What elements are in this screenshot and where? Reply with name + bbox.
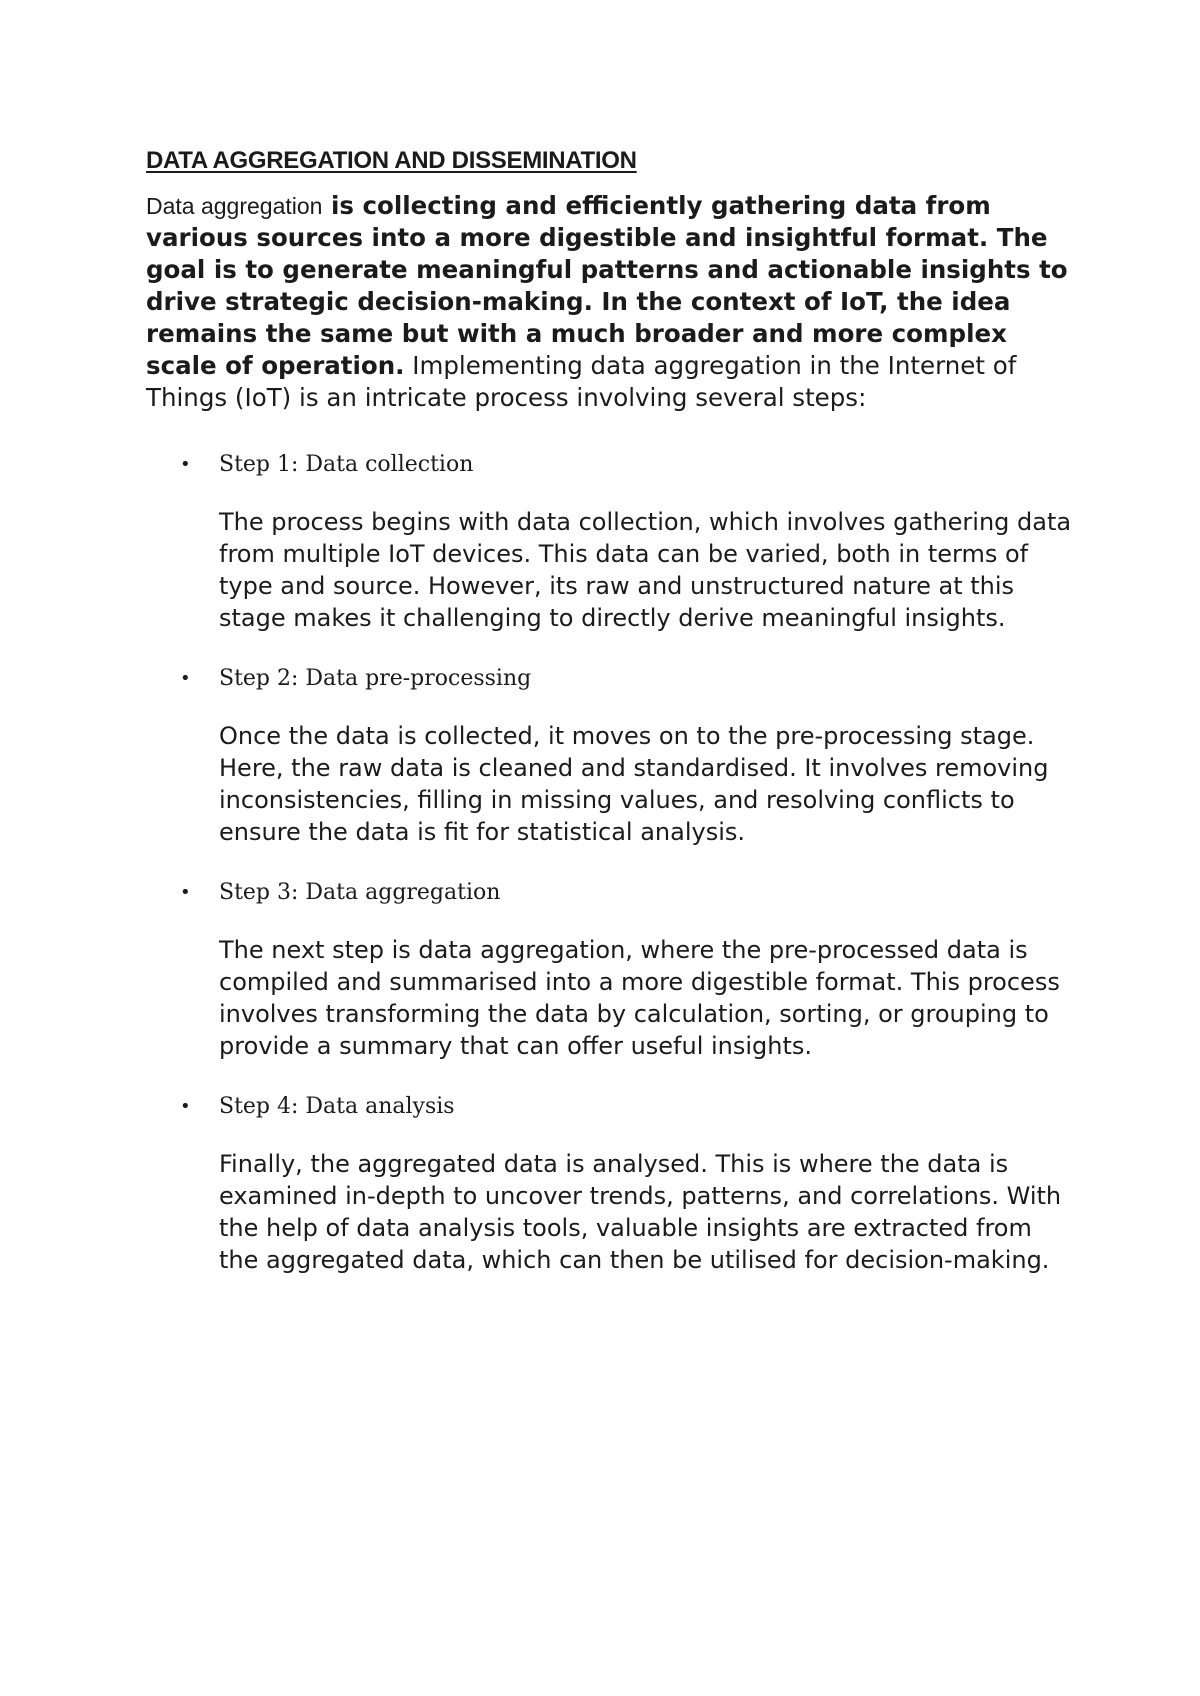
bullet-icon: • — [180, 668, 191, 689]
bullet-icon: • — [180, 454, 191, 475]
intro-plain-text: Implementing data aggregation in the Internet of Things (IoT) is an intricate process involving several steps: — [146, 351, 1017, 412]
document-page — [146, 144, 1076, 1304]
list-item — [146, 876, 1076, 1062]
intro-lead: Data aggregation — [146, 193, 323, 219]
intro-bold-text: is collecting and efficiently gathering data from various sources into a more digestible and insightful format. The goal is to generate meaningful patterns and actionable insights to drive strategic decision-making. In the context of IoT, the idea remains the same but with a much broader and more complex scale of operation. — [146, 191, 1068, 380]
step-title: Step 3: Data aggregation — [219, 880, 501, 905]
list-item — [146, 1090, 1076, 1276]
document-title: DATA AGGREGATION AND DISSEMINATION — [146, 147, 637, 174]
bullet-icon: • — [180, 1096, 191, 1117]
steps-list — [146, 448, 1076, 1276]
step-body: The process begins with data collection, which involves gathering data from multiple IoT devices. This data can be varied, both in terms of type and source. However, its raw and unstructured nature at this stage makes it challenging to directly derive meaningful insights. — [219, 508, 1072, 632]
list-item — [146, 662, 1076, 848]
list-item — [146, 448, 1076, 634]
bullet-icon: • — [180, 882, 191, 903]
step-title: Step 4: Data analysis — [219, 1094, 455, 1119]
step-title: Step 2: Data pre-processing — [219, 666, 532, 691]
step-title: Step 1: Data collection — [219, 452, 474, 477]
step-body: Finally, the aggregated data is analysed. This is where the data is examined in-depth to uncover trends, patterns, and correlations. With the help of data analysis tools, valuable insights are extracted from the aggregated data, which can then be utilised for decision-making. — [219, 1150, 1062, 1274]
step-body: The next step is data aggregation, where the pre-processed data is compiled and summarised into a more digestible format. This process involves transforming the data by calculation, sorting, or grouping to provide a summary that can offer useful insights. — [219, 936, 1060, 1060]
step-body: Once the data is collected, it moves on to the pre-processing stage. Here, the raw data is cleaned and standardised. It involves removing inconsistencies, filling in missing values, and resolving conflicts to ensure the data is fit for statistical analysis. — [219, 722, 1049, 846]
intro-paragraph — [146, 190, 1076, 414]
